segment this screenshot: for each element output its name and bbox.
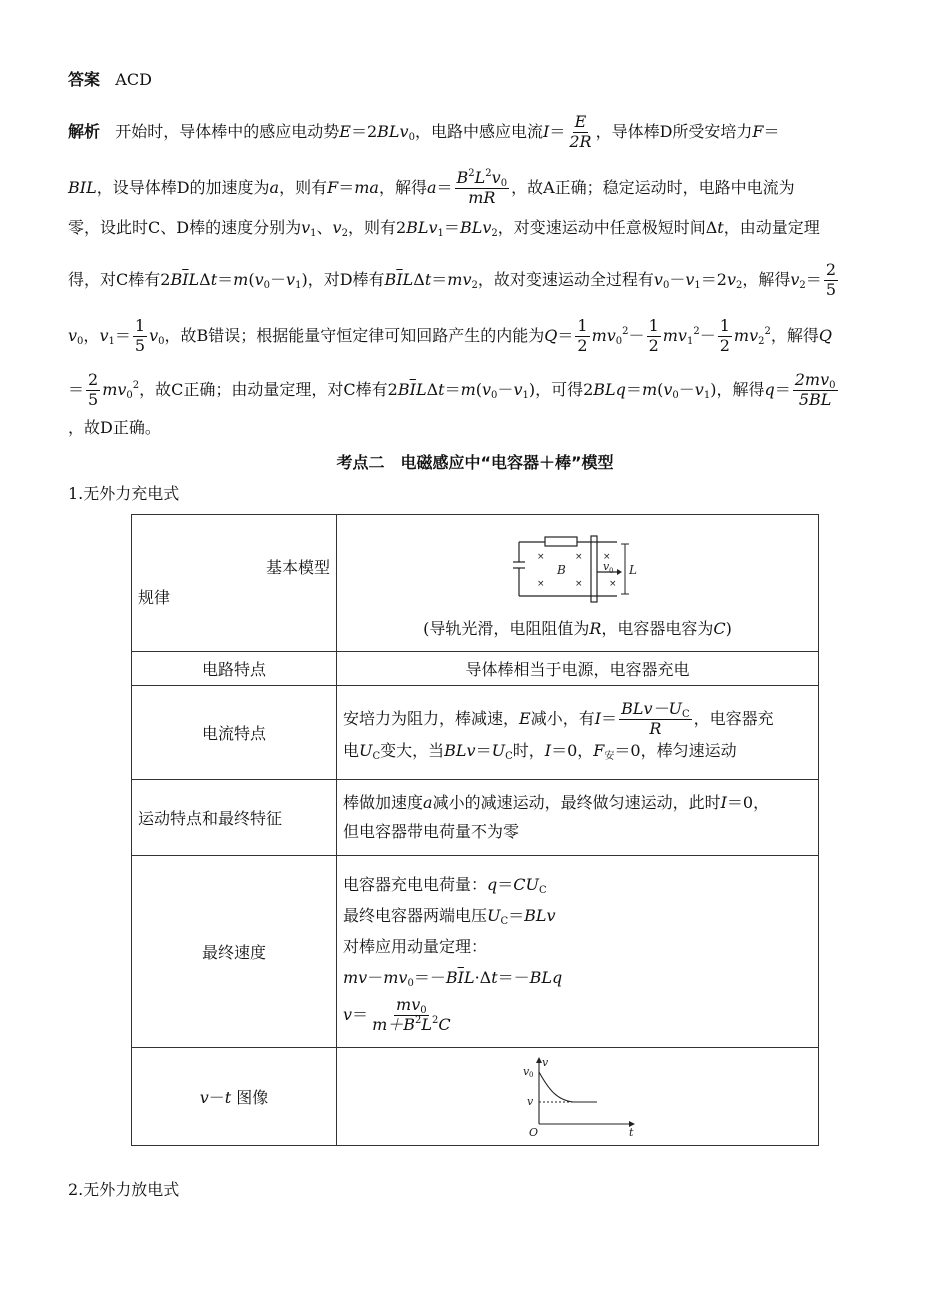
row-label: v－t 图像	[132, 1048, 337, 1146]
analysis-line-7: ，故D正确。	[68, 418, 161, 437]
field-cross: ×	[574, 551, 583, 562]
field-cross: ×	[608, 578, 617, 589]
fraction: $\frac{2}{5}$	[825, 260, 836, 299]
analysis-line-1: 解析 开始时，导体棒中的感应电动势E＝2BLv$_0$，电路中感应电流I＝ $\frac{E}{2R}$ ，导体棒D所受安培力F＝	[68, 112, 780, 151]
row-content: 棒做加速度a减小的减速运动，最终做匀速运动，此时I＝0， 但电容器带电荷量不为零	[337, 780, 819, 856]
row-label: 运动特点和最终特征	[132, 780, 337, 856]
analysis-line-6: ＝ $\frac{2}{5}$ $mv_0^2$，故C正确；由动量定理，对C棒有$2B\overline{I}L\Delta t=m(v_0-v_1)$，可得$2BLq=m(v_0-v_1)$，解得q＝ $\frac{2mv_0}{5BL}$	[68, 370, 836, 409]
table-row	[132, 780, 819, 856]
velocity-subscript: 0	[608, 566, 613, 575]
fraction: $\frac{1}{2}$	[577, 316, 588, 355]
fraction: $\frac{2}{5}$	[88, 370, 99, 409]
analysis-line-5: $v_0$，$v_1=$ $\frac{1}{5}$ $v_0$，故B错误；根据能量守恒定律可知回路产生的内能为Q＝ $\frac{1}{2}$ $mv_0^2-$ $\frac{1}{2}$ $mv_1^2-$ $\frac{1}{2}$ $mv_2^2$，解得Q	[68, 316, 833, 355]
answer-value: ACD	[115, 70, 152, 89]
answer-line	[68, 70, 152, 90]
table-row	[132, 1048, 819, 1146]
fraction: $\frac{1}{2}$	[719, 316, 730, 355]
fraction: $\frac{1}{2}$	[648, 316, 659, 355]
row-label: 最终速度	[132, 856, 337, 1048]
fraction: $\frac{2mv_0}{5BL}$	[794, 370, 836, 409]
table-row	[132, 515, 819, 652]
fraction: $\frac{BLv-U_C}{R}$	[621, 699, 690, 739]
header-rule: 规律	[138, 588, 171, 607]
vt-graph	[517, 1056, 647, 1138]
row-label: 电路特点	[132, 652, 337, 686]
subsection-2-title: 2.无外力放电式	[68, 1180, 180, 1199]
v0-tick-label: v	[523, 1064, 530, 1078]
fraction: $\frac{E}{2R}$	[569, 112, 592, 151]
analysis-line-2: BIL，设导体棒D的加速度为a，则有F＝ma，解得a＝ $\frac{B^2L^2v_0}{mR}$ ，故A正确；稳定运动时，电路中电流为	[68, 168, 795, 207]
v0-subscript: 0	[529, 1070, 534, 1079]
field-cross: ×	[536, 578, 545, 589]
v-tick-label: v	[527, 1094, 534, 1108]
length-label: L	[628, 562, 637, 577]
velocity-label: v	[602, 559, 609, 573]
row-content: 安培力为阻力，棒减速，E减小，有I＝ $\frac{BLv-U_C}{R}$ ，电容器充 电$U_C$变大，当$BLv=U_C$时，I＝0，$F_安=0$，棒匀速运动	[337, 686, 819, 780]
table-row	[132, 686, 819, 780]
field-cross: ×	[602, 551, 611, 562]
field-label-b: B	[556, 562, 566, 577]
axis-label-v: v	[542, 1055, 549, 1069]
diagram-caption: (导轨光滑，电阻阻值为R，电容器电容为C)	[423, 618, 732, 638]
fraction: $\frac{B^2L^2v_0}{mR}$	[456, 168, 508, 207]
analysis-line-4: 得，对C棒有$2B\overline{I}L\Delta t=m(v_0-v_1)$，对D棒有$B\overline{I}L\Delta t=mv_2$，故对变速运动全过程有$v_0-v_1=2v_2$，解得$v_2=$ $\frac{2}{5}$	[68, 260, 836, 299]
table-row	[132, 652, 819, 686]
diagonal-line	[132, 515, 324, 652]
model-table	[131, 514, 819, 1146]
field-cross: ×	[574, 578, 583, 589]
row-label: 电流特点	[132, 686, 337, 780]
table-row	[132, 856, 819, 1048]
vt-graph-cell	[337, 1048, 819, 1146]
analysis-label: 解析	[68, 121, 101, 141]
header-model: 基本模型	[265, 558, 330, 577]
fraction: $\frac{mv_0}{m+B^2L^2C}$	[372, 995, 451, 1034]
origin-label: O	[529, 1125, 539, 1138]
circuit-diagram	[513, 526, 643, 606]
row-content: 电容器充电电荷量：$q=CU_C$ 最终电容器两端电压$U_C=BLv$ 对棒应用动量定理： $mv-mv_0=-B\overline{I}L\cdot\Delta t=-BLq$ v＝ $\frac{mv_0}{m+B^2L^2C}$	[337, 856, 819, 1048]
diagonal-header-cell	[132, 515, 337, 652]
answer-label: 答案	[68, 70, 101, 89]
axis-label-t: t	[629, 1125, 634, 1138]
fraction: $\frac{1}{5}$	[134, 316, 146, 355]
diagram-cell	[337, 515, 819, 652]
row-content: 导体棒相当于电源，电容器充电	[337, 652, 819, 686]
section-title: 考点二 电磁感应中“电容器＋棒”模型	[336, 453, 614, 472]
subsection-1-title: 1.无外力充电式	[68, 484, 180, 503]
analysis-line-3: 零，设此时C、D棒的速度分别为$v_1$、$v_2$，则有2BLv$_1$＝BLv$_2$，对变速运动中任意极短时间Δt，由动量定理	[68, 218, 820, 239]
field-cross: ×	[536, 551, 545, 562]
